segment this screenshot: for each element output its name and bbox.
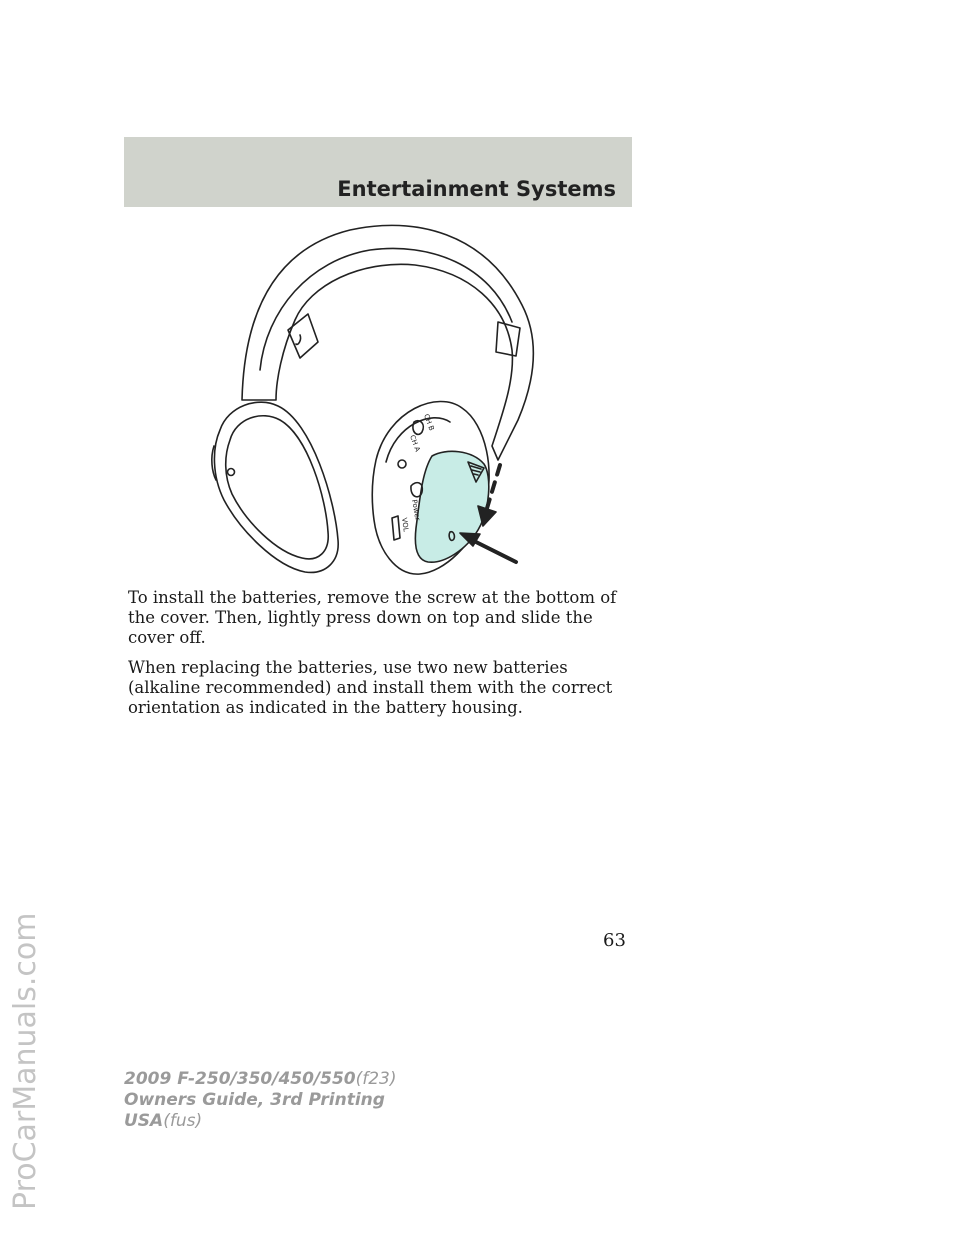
screw-pointer-arrow (472, 540, 516, 562)
headphones-illustration (200, 210, 540, 582)
footer-model: 2009 F-250/350/450/550 (124, 1069, 356, 1089)
body-text (128, 588, 638, 728)
section-header (124, 137, 632, 207)
footer-line-2: Owners Guide, 3rd Printing (124, 1090, 385, 1110)
watermark: ProCarManuals.com (8, 912, 43, 1210)
footer-model-code: (f23) (355, 1069, 397, 1089)
label-ch-a: CH A (408, 433, 422, 453)
paragraph: To install the batteries, remove the screw at the bottom of the cover. Then, lightly press down on top and slide the cover off. (128, 588, 617, 647)
footer-market: USA (124, 1111, 164, 1131)
label-ch-b: CH B (422, 412, 436, 432)
document-footer (124, 1069, 397, 1132)
label-volume: VOL (400, 517, 410, 533)
footer-line-3 (124, 1111, 397, 1132)
page-number: 63 (603, 930, 626, 951)
section-title: Entertainment Systems (337, 177, 616, 201)
paragraph: When replacing the batteries, use two new batteries (alkaline recommended) and install them with the correct orientation as indicated in the battery housing. (128, 658, 613, 717)
label-power: Power (410, 498, 422, 522)
footer-market-code: (fus) (163, 1111, 203, 1131)
footer-line-1 (124, 1069, 397, 1090)
